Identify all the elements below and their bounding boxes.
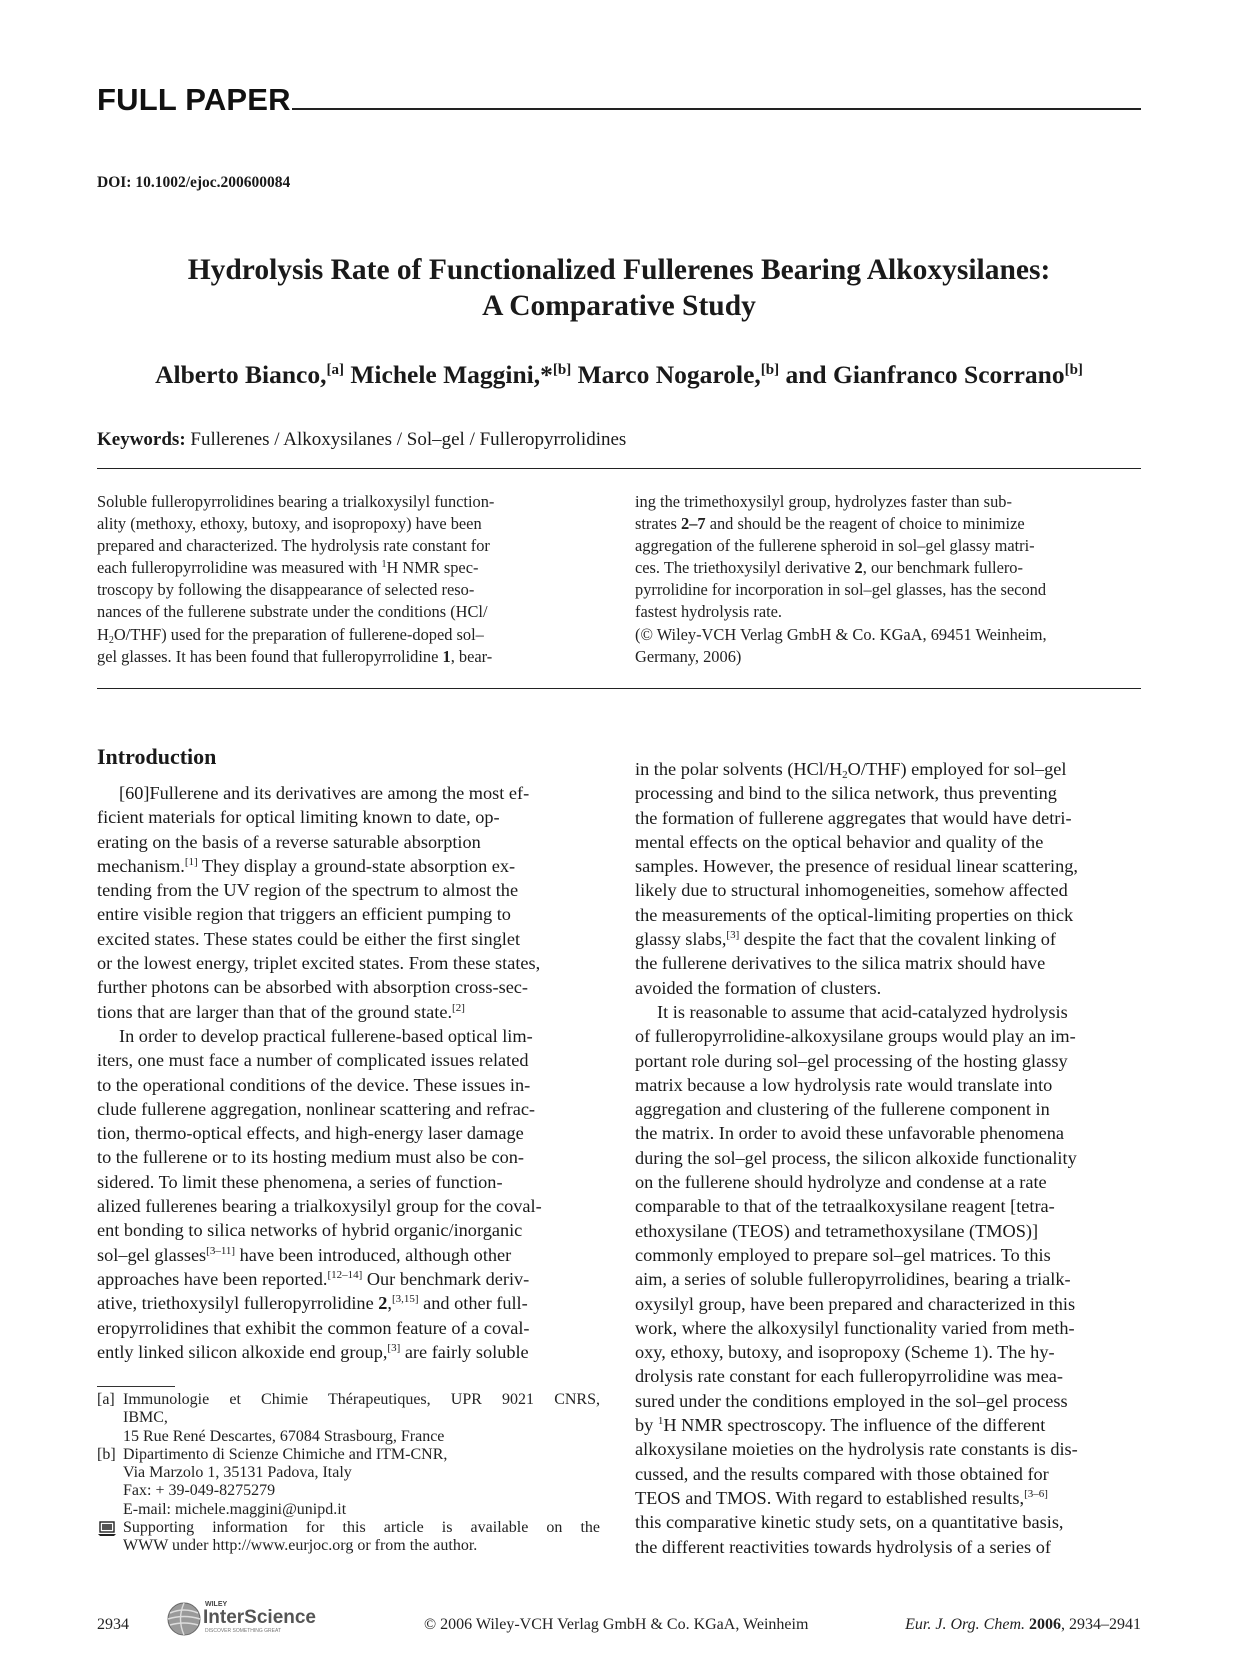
body-line: during the sol–gel process, the silicon alkoxide functionality (635, 1147, 1077, 1168)
abstract-line: aggregation of the fullerene spheroid in sol–gel glassy matri- (635, 536, 1035, 556)
body-line (97, 1267, 606, 1291)
logo-small-text: WILEY (205, 1601, 228, 1608)
footnote-line: Via Marzolo 1, 35131 Padova, Italy (123, 1464, 352, 1482)
computer-icon (97, 1521, 117, 1537)
article-title (97, 252, 1141, 324)
body-line: the measurements of the optical-limiting properties on thick (635, 904, 1074, 925)
footnote-rule (97, 1386, 175, 1387)
body-line: drolysis rate constant for each fulleropyrrolidine was mea- (635, 1366, 1063, 1387)
footnote-line: Dipartimento di Scienze Chimiche and ITM-CNR, (123, 1445, 448, 1463)
body-line: of fulleropyrrolidine-alkoxysilane groups would play an im- (635, 1026, 1076, 1047)
body-line: ent bonding to silica networks of hybrid organic/inorganic (97, 1220, 523, 1241)
text-run: are fairly soluble (400, 1341, 529, 1362)
abstract-line: Soluble fulleropyrrolidines bearing a trialkoxysilyl function- (97, 492, 495, 511)
text-run: ative, triethoxysilyl fulleropyrrolidine (97, 1293, 379, 1314)
footnote-line: Fax: + 39-049-8275279 (123, 1482, 276, 1500)
abstract-line (635, 557, 1141, 579)
footnote-line: Supporting information for this article is available on the (123, 1519, 600, 1537)
section-heading-introduction: Introduction (97, 744, 217, 769)
body-line: mental effects on the optical behavior and quality of the (635, 831, 1044, 852)
compound-number: 2 (378, 1293, 388, 1314)
logo-tagline: DISCOVER SOMETHING GREAT (205, 1628, 282, 1634)
abstract-line (97, 557, 607, 579)
abstract-left-column (97, 491, 607, 668)
footnote-affiliation-b (97, 1446, 600, 1519)
author-affiliation: [b] (552, 362, 572, 378)
body-line (635, 1413, 1141, 1437)
footnote-key: [a] (97, 1391, 115, 1408)
journal-name: Eur. J. Org. Chem. (905, 1616, 1025, 1633)
body-line: sidered. To limit these phenomena, a series of function- (97, 1171, 503, 1192)
copyright: © 2006 Wiley-VCH Verlag GmbH & Co. KGaA, Weinheim (424, 1616, 809, 1633)
text-run: , (387, 1293, 392, 1314)
footnote-line: Immunologie et Chimie Thérapeutiques, UPR 9021 CNRS, (123, 1391, 600, 1408)
page-number: 2934 (97, 1616, 129, 1633)
body-line: the matrix. In order to avoid these unfavorable phenomena (635, 1123, 1064, 1144)
citation: [3–6] (1024, 1487, 1048, 1500)
footnote-body (123, 1519, 600, 1556)
globe-icon (168, 1603, 200, 1635)
body-line: iters, one must face a number of complicated issues related (97, 1050, 529, 1071)
body-line (635, 1486, 1141, 1510)
body-line: processing and bind to the silica network, thus preventing (635, 783, 1057, 804)
body-line (97, 1291, 606, 1315)
footnote-key: [b] (97, 1445, 116, 1463)
logo-main-text: InterScience (203, 1607, 316, 1628)
body-line: comparable to that of the tetraalkoxysilane reagent [tetra- (635, 1196, 1055, 1217)
text-run: ces. The triethoxysilyl derivative (635, 558, 855, 578)
abstract-line: ing the trimethoxysilyl group, hydrolyzes faster than sub- (635, 492, 1012, 511)
text-run: approaches have been reported. (97, 1268, 328, 1289)
compound-number: 1 (442, 646, 451, 666)
body-line: on the fullerene should hydrolyze and condense at a rate (635, 1172, 1047, 1193)
author-name: Michele Maggini,* (343, 360, 553, 389)
body-line: avoided the formation of clusters. (635, 977, 882, 998)
body-line: matrix because a low hydrolysis rate would translate into (635, 1074, 1053, 1095)
keywords (97, 429, 626, 451)
body-line: cussed, and the results compared with those obtained for (635, 1463, 1049, 1484)
abstract-line: troscopy by following the disappearance of selected reso- (97, 580, 475, 600)
keywords-text: Fullerenes / Alkoxysilanes / Sol–gel / Fulleropyrrolidines (185, 429, 627, 450)
keywords-label: Keywords: (97, 429, 186, 450)
body-line: aim, a series of soluble fulleropyrrolidines, bearing a trialk- (635, 1269, 1071, 1290)
body-line: this comparative kinetic study sets, on a quantitative basis, (635, 1512, 1064, 1533)
body-line: work, where the alkoxysilyl functionality varied from meth- (635, 1317, 1075, 1338)
body-line: samples. However, the presence of residual linear scattering, (635, 856, 1078, 877)
abstract-bottom-rule (97, 688, 1141, 689)
citation: [3] (726, 929, 740, 942)
citation: [2] (452, 1001, 465, 1014)
body-line: the formation of fullerene aggregates that would have detri- (635, 807, 1072, 828)
abstract-line (635, 513, 1141, 535)
footnote-line: IBMC, (123, 1409, 168, 1427)
body-line: alized fullerenes bearing a trialkoxysilyl group for the coval- (97, 1196, 542, 1217)
footnote-supporting-info (97, 1519, 600, 1556)
footnotes (97, 1391, 600, 1556)
body-line: alkoxysilane moieties on the hydrolysis rate constants is dis- (635, 1439, 1078, 1460)
body-line: oxysilyl group, have been prepared and characterized in this (635, 1293, 1076, 1314)
body-line: sured under the conditions employed in the sol–gel process (635, 1390, 1068, 1411)
body-line: commonly employed to prepare sol–gel matrices. To this (635, 1244, 1051, 1265)
body-line (635, 757, 1141, 781)
subscript: 2 (842, 769, 848, 781)
header-rule (292, 108, 1141, 110)
citation: [3,15] (391, 1293, 419, 1306)
text-run: , bear- (450, 646, 493, 666)
text-run: – (689, 514, 698, 534)
citation: [3–11] (206, 1244, 236, 1257)
body-line: further photons can be absorbed with absorption cross-sec- (97, 977, 529, 998)
doi: DOI: 10.1002/ejoc.200600084 (97, 174, 291, 191)
text-run: mechanism. (97, 855, 185, 876)
text-run: H NMR spec- (386, 558, 479, 578)
abstract-line (97, 624, 607, 646)
text-run: H (97, 624, 109, 644)
text-run: gel glasses. It has been found that fulleropyrrolidine (97, 646, 443, 666)
body-line: to the operational conditions of the device. These issues in- (97, 1074, 531, 1095)
title-line-1: Hydrolysis Rate of Functionalized Fullerenes Bearing Alkoxysilanes: (187, 254, 1051, 286)
body-line: to the fullerene or to its hosting medium must also be con- (97, 1147, 524, 1168)
body-line: It is reasonable to assume that acid-catalyzed hydrolysis (657, 1001, 1068, 1022)
body-line: or the lowest energy, triplet excited states. From these states, (97, 953, 541, 974)
body-line (97, 1000, 606, 1024)
footnote-body (123, 1391, 600, 1446)
body-line: excited states. These states could be either the first singlet (97, 928, 521, 949)
body-line: clude fullerene aggregation, nonlinear scattering and refrac- (97, 1098, 536, 1119)
text-run: sol–gel glasses (97, 1244, 207, 1265)
author-name: Alberto Bianco, (155, 360, 327, 389)
abstract-line: prepared and characterized. The hydrolysis rate constant for (97, 536, 490, 556)
interscience-logo (165, 1597, 335, 1639)
text-run: tions that are larger than that of the ground state. (97, 1001, 453, 1022)
body-right-column (635, 757, 1141, 1559)
body-left-column (97, 781, 606, 1364)
compound-number: 2 (854, 558, 863, 578)
abstract-right-column (635, 491, 1141, 668)
body-line: portant role during sol–gel processing of the hosting glassy (635, 1050, 1068, 1071)
abstract-line: Germany, 2006) (635, 646, 742, 666)
author-name: Marco Nogarole, (571, 360, 761, 389)
body-line: likely due to structural inhomogeneities, somehow affected (635, 880, 1068, 901)
body-line (97, 854, 606, 878)
text-run: and other full- (418, 1293, 528, 1314)
footnote-line: WWW under http://www.eurjoc.org or from the author. (123, 1537, 478, 1555)
body-line: the different reactivities towards hydrolysis of a series of (635, 1536, 1051, 1557)
abstract-top-rule (97, 468, 1141, 469)
text-run: Our benchmark deriv- (362, 1268, 530, 1289)
body-line: entire visible region that triggers an efficient pumping to (97, 904, 511, 925)
body-line: tion, thermo-optical effects, and high-energy laser damage (97, 1123, 524, 1144)
body-line: erating on the basis of a reverse saturable absorption (97, 831, 481, 852)
text-run: ently linked silicon alkoxide end group, (97, 1341, 388, 1362)
text-run: each fulleropyrrolidine was measured with (97, 558, 382, 578)
text-run: O/THF) employed for sol–gel (847, 759, 1067, 779)
text-run: TEOS and TMOS. With regard to established results, (635, 1487, 1025, 1508)
journal-year: 2006 (1029, 1616, 1061, 1633)
body-line (97, 1340, 606, 1364)
text-run: O/THF) used for the preparation of fullerene-doped sol– (113, 624, 484, 644)
abstract-line: fastest hydrolysis rate. (635, 602, 783, 622)
citation: [3] (387, 1341, 401, 1354)
author-affiliation: [b] (760, 362, 780, 378)
subscript: 2 (108, 634, 114, 646)
text-run: have been introduced, although other (235, 1244, 512, 1265)
journal-pages: , 2934–2941 (1061, 1616, 1141, 1633)
abstract-line: nances of the fullerene substrate under the conditions (HCl/ (97, 602, 488, 622)
text-run: glassy slabs, (635, 929, 727, 950)
abstract-line: pyrrolidine for incorporation in sol–gel glasses, has the second (635, 580, 1047, 600)
footnote-line: E-mail: michele.maggini@unipd.it (123, 1500, 347, 1518)
body-line: tending from the UV region of the spectrum to almost the (97, 880, 519, 901)
text-run: and should be the reagent of choice to minimize (705, 514, 1025, 534)
footnote-affiliation-a (97, 1391, 600, 1446)
citation: [1] (184, 855, 198, 868)
section-label: FULL PAPER (97, 82, 291, 117)
text-run: strates (635, 514, 681, 534)
footnote-line: 15 Rue René Descartes, 67084 Strasbourg, France (123, 1427, 445, 1445)
abstract-line (97, 646, 607, 668)
body-line: In order to develop practical fullerene-based optical lim- (119, 1025, 533, 1046)
text-run: H NMR spectroscopy. The influence of the different (663, 1415, 1046, 1436)
superscript: 1 (381, 559, 387, 571)
body-line (97, 1243, 606, 1267)
abstract-line: (© Wiley-VCH Verlag GmbH & Co. KGaA, 69451 Weinheim, (635, 624, 1047, 644)
citation: [12–14] (327, 1268, 363, 1281)
compound-number: 7 (697, 514, 706, 534)
text-run: , our benchmark fullero- (862, 558, 1023, 578)
text-run: by (635, 1415, 658, 1436)
footnote-body (123, 1446, 600, 1519)
author-list (97, 360, 1141, 390)
author-affiliation: [a] (326, 362, 344, 378)
title-line-2: A Comparative Study (482, 290, 756, 322)
abstract-line: ality (methoxy, ethoxy, butoxy, and isopropoxy) have been (97, 514, 482, 534)
body-line: the fullerene derivatives to the silica matrix should have (635, 953, 1046, 974)
text-run: in the polar solvents (HCl/H (635, 759, 843, 779)
journal-citation (905, 1616, 1141, 1634)
body-line: [60]Fullerene and its derivatives are among the most ef- (119, 783, 530, 803)
superscript: 1 (657, 1415, 664, 1428)
body-line: aggregation and clustering of the fullerene component in (635, 1099, 1050, 1120)
text-run: They display a ground-state absorption ex- (197, 855, 516, 876)
body-line: ficient materials for optical limiting known to date, op- (97, 807, 500, 828)
text-run: despite the fact that the covalent linking of (739, 929, 1057, 950)
author-name: and Gianfranco Scorrano (779, 360, 1065, 389)
compound-number: 2 (680, 514, 690, 534)
body-line: ethoxysilane (TEOS) and tetramethoxysilane (TMOS)] (635, 1220, 1039, 1241)
body-line: oxy, ethoxy, butoxy, and isopropoxy (Scheme 1). The hy- (635, 1342, 1055, 1363)
author-affiliation: [b] (1064, 362, 1083, 378)
body-line: eropyrrolidines that exhibit the common feature of a coval- (97, 1317, 530, 1338)
body-line (635, 927, 1141, 951)
